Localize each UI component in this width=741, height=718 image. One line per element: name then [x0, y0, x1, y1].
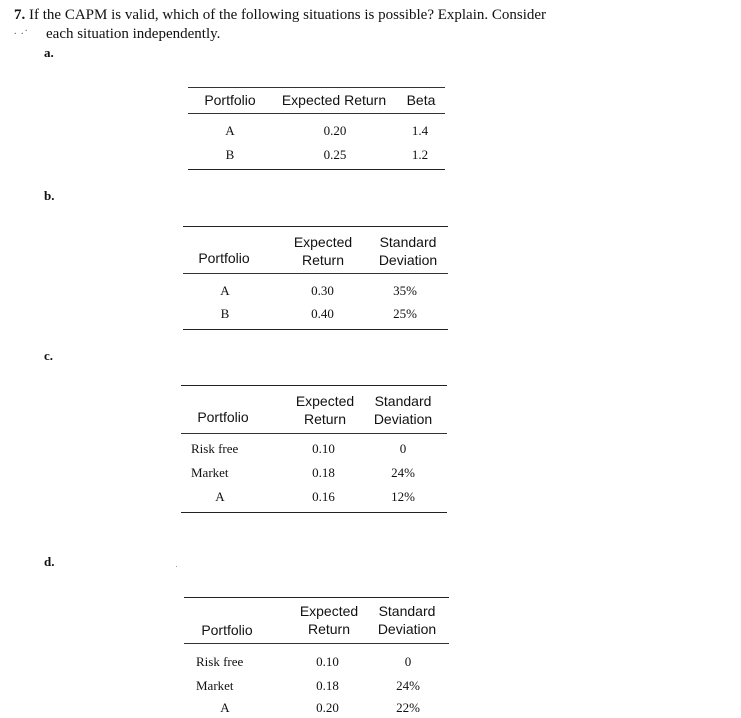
table-c-bottom-rule: [181, 512, 447, 513]
table-c-header-standard-deviation: Standard Deviation: [373, 393, 433, 427]
question-number: 7.: [14, 7, 26, 23]
table-c-cell: Risk free: [191, 441, 239, 456]
table-d-top-rule: [184, 597, 449, 598]
table-c-cell: 0.18: [312, 465, 335, 480]
table-c-cell: 0: [399, 441, 407, 456]
part-c-label: c.: [44, 348, 54, 363]
part-a-label: a.: [44, 45, 54, 60]
speck: [176, 566, 177, 567]
table-c-top-rule: [181, 385, 447, 386]
question-text: [14, 6, 546, 24]
table-a-top-rule: [188, 87, 445, 88]
table-a-header-beta: Beta: [406, 92, 436, 108]
table-a-cell: 1.2: [411, 147, 429, 162]
table-a-bottom-rule: [188, 169, 445, 170]
table-a-header-expected-return: Expected Return: [281, 92, 387, 108]
table-d-cell: 0.10: [316, 654, 339, 669]
table-b-cell: 25%: [393, 306, 417, 321]
table-d-cell: 22%: [396, 700, 420, 715]
question-line-2: each situation independently.: [46, 26, 221, 42]
table-d-cell: Risk free: [196, 654, 244, 669]
table-b-cell: A: [220, 283, 230, 298]
table-b-header-rule: [183, 273, 448, 274]
table-b-header-expected-return: Expected Return: [293, 234, 353, 268]
table-b-top-rule: [183, 226, 448, 227]
table-d-header-rule: [184, 643, 449, 644]
table-c-header-expected-return: Expected Return: [295, 393, 355, 427]
table-b-cell: 0.30: [311, 283, 334, 298]
table-c-header-rule: [181, 433, 447, 434]
table-d-cell: 24%: [396, 678, 420, 693]
table-a-header-rule: [188, 113, 445, 114]
table-d-cell: Market: [196, 678, 234, 693]
table-b-cell: 0.40: [311, 306, 334, 321]
table-c-cell: 12%: [391, 489, 415, 504]
table-a-cell: 0.20: [323, 123, 347, 138]
question-line-1: If the CAPM is valid, which of the following situations is possible? Explain. Consider: [29, 7, 547, 23]
table-b-cell: 35%: [393, 283, 417, 298]
table-b-header-portfolio: Portfolio: [198, 250, 250, 266]
table-d-cell: A: [220, 700, 230, 715]
table-c-cell: 24%: [391, 465, 415, 480]
part-b-label: b.: [44, 188, 55, 203]
table-a-cell: B: [225, 147, 235, 162]
table-d-cell: 0.18: [316, 678, 339, 693]
table-d-cell: 0: [404, 654, 412, 669]
scan-mark: . .·: [14, 26, 29, 37]
table-a-header-portfolio: Portfolio: [204, 92, 256, 108]
part-d-label: d.: [44, 554, 55, 569]
table-a-cell: 0.25: [323, 147, 347, 162]
table-c-cell: A: [215, 489, 225, 504]
table-d-header-expected-return: Expected Return: [299, 603, 359, 637]
table-d-header-standard-deviation: Standard Deviation: [377, 603, 437, 637]
table-c-cell: 0.10: [312, 441, 335, 456]
table-a-cell: A: [225, 123, 235, 138]
table-c-header-portfolio: Portfolio: [197, 409, 249, 425]
table-b-bottom-rule: [183, 329, 448, 330]
table-b-cell: B: [220, 306, 230, 321]
table-a-cell: 1.4: [411, 123, 429, 138]
table-c-cell: 0.16: [312, 489, 335, 504]
table-c-cell: Market: [191, 465, 229, 480]
table-b-header-standard-deviation: Standard Deviation: [378, 234, 438, 268]
table-d-cell: 0.20: [316, 700, 339, 715]
table-d-header-portfolio: Portfolio: [201, 622, 253, 638]
